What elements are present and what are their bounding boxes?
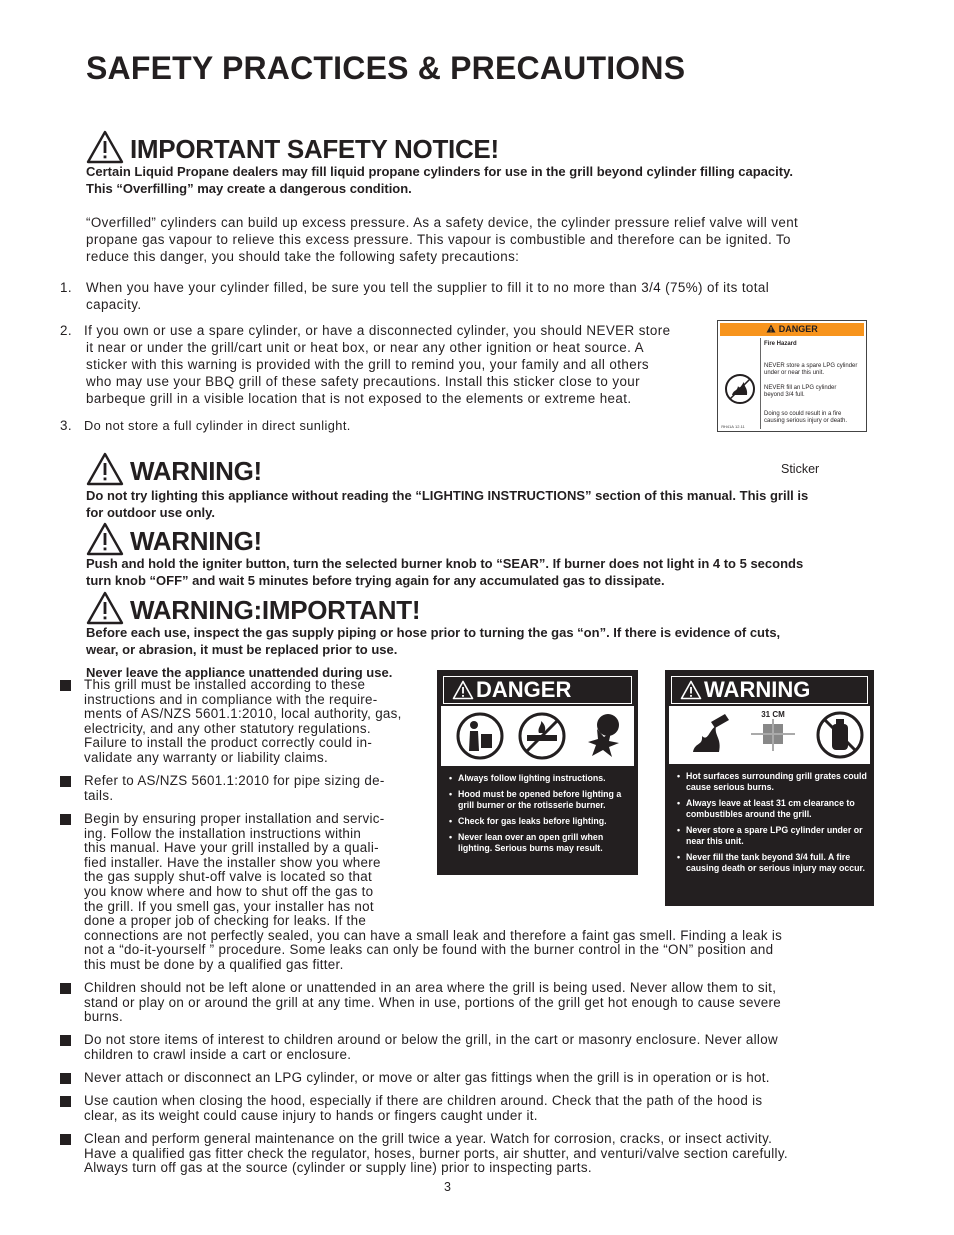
clearance-arrow-v	[772, 719, 774, 751]
list-item-2-line-2: it near or under the grill/cart unit or heat box, or near any other ignition or heat source. A	[86, 340, 644, 355]
read-instructions-icon	[455, 711, 505, 761]
notice-bold-line-1: Certain Liquid Propane dealers may fill liquid propane cylinders for use in the grill beyond cylinder filling capacity.	[86, 164, 793, 179]
bullet-3-line-4: fied installer. Have the installer show you where	[84, 854, 381, 870]
bullet-square	[60, 1073, 71, 1084]
bullet-3-line-9: connections are not perfectly sealed, you can have a small leak and therefore a faint gas smell. Finding a leak is	[84, 927, 783, 943]
list-number-1: 1.	[60, 280, 72, 295]
notice-para-line-3: reduce this danger, you should take the following safety precautions:	[86, 249, 520, 264]
sticker-line-3b: causing serious injury or death.	[764, 418, 848, 424]
never-leave-text: Never leave the appliance unattended during use.	[86, 665, 393, 680]
bullet-3-line-3: this manual. Have your grill installed by a quali-	[84, 840, 379, 856]
sticker-hazard: Fire Hazard	[764, 341, 797, 347]
list-item-2-line-4: who may use your BBQ grill of these safety precautions. Install this sticker close to your	[86, 374, 640, 389]
no-flame-icon	[517, 711, 567, 761]
notice-heading	[86, 124, 499, 164]
clearance-icon	[749, 710, 797, 760]
warning-label-panel	[665, 670, 874, 906]
warning-2-line-2: turn knob “OFF” and wait 5 minutes before trying again for any accumulated gas to dissipate.	[86, 573, 665, 588]
danger-item: • Always follow lighting instructions.	[449, 773, 633, 784]
bullet-7-line-2: clear, as its weight could cause injury to hands or fingers caught under it.	[84, 1107, 538, 1123]
warning-panel-list	[677, 771, 869, 879]
bullet-3-line-5: the gas supply shut-off valve is located so that	[84, 869, 373, 885]
bullet-8-line-3: Always turn off gas at the source (cylinder or supply line) prior to inspecting parts.	[84, 1160, 592, 1176]
page-title: SAFETY PRACTICES & PRECAUTIONS	[86, 50, 686, 86]
bullet-4-line-3: burns.	[84, 1009, 124, 1025]
sticker-caption: Sticker	[781, 462, 820, 476]
bullet-square	[60, 1096, 71, 1107]
warning-triangle-icon	[86, 522, 124, 556]
bullet-square	[60, 776, 71, 787]
bullet-2-line-1: Refer to AS/NZS 5601.1:2010 for pipe sizing de-	[84, 773, 385, 788]
notice-bold-line-2: This “Overfilling” may create a dangerous condition.	[86, 181, 412, 196]
danger-sticker	[717, 320, 867, 432]
warning-triangle-icon	[86, 130, 124, 164]
list-item-2-line-3: sticker with this warning is provided with the grill to remind you, your family and all others	[86, 357, 650, 372]
bullet-square	[60, 983, 71, 994]
bullet-square	[60, 1035, 71, 1046]
bullet-3-line-8: done a proper job of checking for leaks. If the	[84, 913, 367, 929]
danger-item: • Never lean over an open grill when lighting. Serious burns may result.	[449, 832, 633, 854]
sticker-line-2a: NEVER fill an LPG cylinder	[764, 385, 837, 391]
hot-surface-icon	[689, 712, 737, 758]
notice-para-line-1: “Overfilled” cylinders can build up excess pressure. As a safety device, the cylinder pressure relief valve will vent	[86, 215, 799, 230]
bullet-6-line-1: Never attach or disconnect an LPG cylinder, or move or alter gas fittings when the grill is in operation or is hot.	[84, 1070, 770, 1085]
sticker-code: ЯН41А 12.11	[721, 424, 745, 429]
bullet-3-line-2: ing. Follow the installation instructions within	[84, 825, 362, 841]
list-item-2-line-5: barbeque grill in a visible location that is not exposed to the elements or extreme heat.	[86, 391, 632, 406]
warning-1-heading-text: WARNING!	[130, 456, 262, 486]
no-lpg-cylinder-icon	[815, 710, 865, 760]
bullet-2-line-2: tails.	[84, 787, 114, 803]
list-item-2-line-1: If you own or use a spare cylinder, or have a disconnected cylinder, you should NEVER store	[84, 323, 671, 338]
bullet-4-line-2: stand or play on or around the grill at any time. When in use, portions of the grill get hot enough to cause severe	[84, 994, 781, 1010]
warning-item: • Hot surfaces surrounding grill grates could cause serious burns.	[677, 771, 869, 793]
danger-item: • Check for gas leaks before lighting.	[449, 816, 633, 827]
list-item-1-line-1: When you have your cylinder filled, be sure you tell the supplier to fill it to no more than 3/4 (75%) of its total	[86, 280, 770, 295]
bullet-4-line-1: Children should not be left alone or unattended in an area where the grill is being used. Never allow them to sit,	[84, 980, 777, 995]
bullet-1-line-5: Failure to install the product correctly could in-	[84, 735, 373, 751]
bullet-8-line-1: Clean and perform general maintenance on the grill twice a year. Watch for corrosion, cracks, or insect activity.	[84, 1131, 773, 1146]
warning-item: • Never store a spare LPG cylinder under or near this unit.	[677, 825, 869, 847]
warning-panel-title: WARNING	[704, 677, 811, 702]
fire-icon	[724, 373, 756, 405]
sticker-line-3a: Doing so could result in a fire	[764, 411, 842, 417]
warning-item: • Never fill the tank beyond 3/4 full. A fire causing death or serious injury may occur.	[677, 852, 869, 874]
notice-heading-text: IMPORTANT SAFETY NOTICE!	[130, 134, 499, 164]
warning-triangle-icon	[86, 591, 124, 625]
clearance-label: 31 CM	[761, 710, 785, 719]
bullet-square	[60, 680, 71, 691]
danger-item: • Hood must be opened before lighting a grill burner or the rotisserie burner.	[449, 789, 633, 811]
bullet-1-line-1: This grill must be installed according to these	[84, 677, 366, 692]
warning-1-heading	[86, 446, 262, 486]
bullet-8-line-2: Have a qualified gas fitter check the regulator, hoses, burner ports, air shutter, and venturi/valve section carefully.	[84, 1145, 788, 1161]
bullet-3-line-1: Begin by ensuring proper installation and servic-	[84, 811, 385, 826]
bullet-7-line-1: Use caution when closing the hood, especially if there are children around. Check that the path of the hood is	[84, 1093, 763, 1108]
warning-panel-header	[671, 676, 868, 704]
bullet-1-line-4: electricity, and any other statutory regulations.	[84, 720, 371, 736]
page-number: 3	[444, 1180, 451, 1194]
list-item-3-line-1: Do not store a full cylinder in direct sunlight.	[84, 418, 351, 433]
bullet-1-line-3: ments of AS/NZS 5601.1:2010, local authority, gas,	[84, 706, 402, 722]
bullet-5-line-2: children to crawl inside a cart or enclosure.	[84, 1046, 352, 1062]
danger-panel-header	[443, 676, 632, 704]
warning-triangle-icon	[452, 680, 474, 700]
warning-triangle-icon	[680, 680, 702, 700]
warning-2-heading	[86, 516, 262, 556]
warning-item: • Always leave at least 31 cm clearance to combustibles around the grill.	[677, 798, 869, 820]
danger-pictograms	[441, 706, 634, 766]
bullet-3-line-10: not a “do-it-yourself ” procedure. Some leaks can only be found with the burner control in the “ON” position and	[84, 942, 774, 958]
warning-3-line-1: Before each use, inspect the gas supply piping or hose prior to turning the gas “on”. If there is evidence of cuts,	[86, 625, 781, 640]
warning-2-heading-text: WARNING!	[130, 526, 262, 556]
warning-3-heading	[86, 585, 420, 625]
bullet-3-line-7: the grill. If you smell gas, your installer has not	[84, 898, 374, 914]
bullet-square	[60, 814, 71, 825]
list-item-1-line-2: capacity.	[86, 297, 142, 312]
warning-triangle-icon	[766, 324, 776, 333]
warning-3-line-2: wear, or abrasion, it must be replaced prior to use.	[86, 642, 398, 657]
bullet-1-line-6: validate any warranty or liability claims.	[84, 750, 329, 765]
bullet-5-line-1: Do not store items of interest to children around or below the grill, in the cart or masonry enclosure. Never allow	[84, 1032, 778, 1047]
bullet-3-line-6: you know where and how to shut off the gas to	[84, 884, 374, 899]
sticker-divider	[760, 338, 761, 429]
bullet-3-line-11: this must be done by a qualified gas fitter.	[84, 957, 344, 972]
warning-pictograms	[669, 706, 870, 764]
sticker-line-2b: beyond 3/4 full.	[764, 392, 805, 398]
list-number-2: 2.	[60, 323, 72, 338]
warning-1-line-2: for outdoor use only.	[86, 505, 216, 520]
notice-para-line-2: propane gas vapour to relieve this excess pressure. This vapour is combustible and therefore can be ignited. To	[86, 232, 791, 247]
warning-triangle-icon	[86, 452, 124, 486]
warning-3-heading-text: WARNING:IMPORTANT!	[130, 595, 421, 625]
bullet-1-line-2: instructions and in compliance with the require-	[84, 691, 378, 707]
explosion-icon	[579, 711, 629, 761]
warning-2-line-1: Push and hold the igniter button, turn the selected burner knob to “SEAR”. If burner does not light in 4 to 5 seconds	[86, 556, 804, 571]
warning-1-line-1: Do not try lighting this appliance without reading the “LIGHTING INSTRUCTIONS” section of this manual. This grill is	[86, 488, 809, 503]
list-number-3: 3.	[60, 418, 72, 433]
danger-panel-title: DANGER	[476, 677, 572, 702]
danger-panel-list	[449, 773, 633, 859]
sticker-line-1b: under or near this unit.	[764, 370, 825, 376]
sticker-line-1a: NEVER store a spare LPG cylinder	[764, 363, 858, 369]
bullet-square	[60, 1134, 71, 1145]
sticker-header: DANGER	[720, 323, 864, 336]
danger-label-panel	[437, 670, 638, 875]
